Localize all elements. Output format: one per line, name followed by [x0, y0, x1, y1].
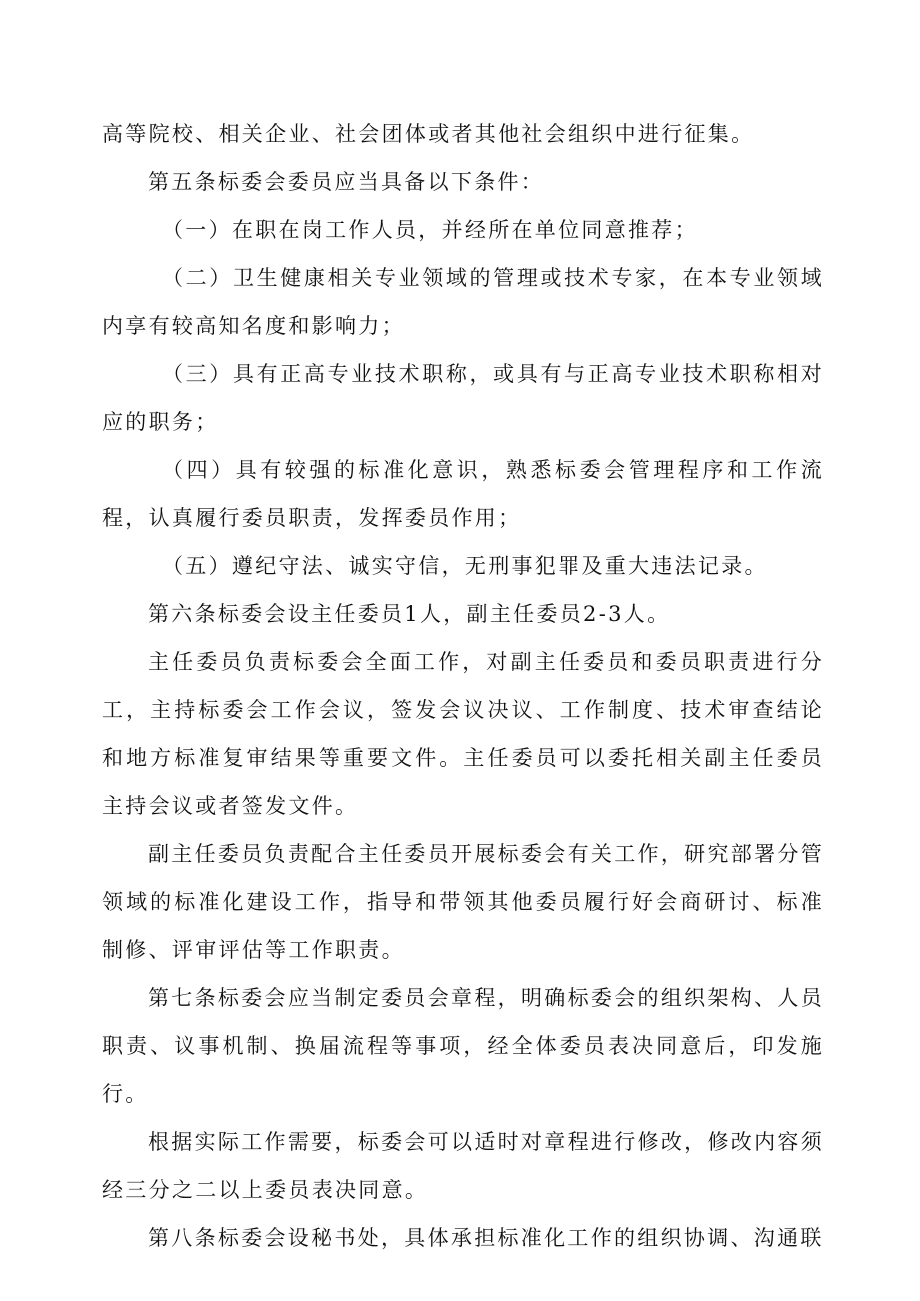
- paragraph-item-5: （五）遵纪守法、诚实守信，无刑事犯罪及重大违法记录。: [162, 554, 768, 578]
- paragraph-chair-duties: 主任委员负责标委会全面工作，对副主任委员和委员职责进行分工，主持标委会工作会议，签发会议决议、工作制度、技术审查结论和地方标准复审结果等重要文件。主任委员可以委托相关副主任委员主持会议或者签发文件。: [102, 650, 824, 818]
- paragraph-item-1: （一）在职在岗工作人员，并经所在单位同意推荐；: [162, 218, 698, 242]
- paragraph-vice-chair-duties: 副主任委员负责配合主任委员开展标委会有关工作，研究部署分管领域的标准化建设工作，指导和带领其他委员履行好会商研讨、标准制修、评审评估等工作职责。: [102, 842, 824, 962]
- paragraph-article-6: 第六条标委会设主任委员1人，副主任委员2-3人。: [148, 602, 671, 626]
- paragraph-item-4: （四）具有较强的标准化意识，熟悉标委会管理程序和工作流程，认真履行委员职责，发挥委员作用；: [102, 458, 824, 530]
- paragraph-article-7: 第七条标委会应当制定委员会章程，明确标委会的组织架构、人员职责、议事机制、换届流程等事项，经全体委员表决同意后，印发施行。: [102, 986, 824, 1106]
- paragraph-charter-amendment: 根据实际工作需要，标委会可以适时对章程进行修改，修改内容须经三分之二以上委员表决同意。: [102, 1130, 824, 1202]
- paragraph-article-8: 第八条标委会设秘书处，具体承担标准化工作的组织协调、沟通联: [148, 1226, 824, 1250]
- paragraph-article-5: 第五条标委会委员应当具备以下条件：: [148, 170, 545, 194]
- paragraph-continuation: 高等院校、相关企业、社会团体或者其他社会组织中进行征集。: [102, 122, 755, 146]
- document-page: [102, 110, 824, 1262]
- paragraph-item-3: （三）具有正高专业技术职称，或具有与正高专业技术职称相对应的职务；: [102, 362, 824, 434]
- paragraph-item-2: （二）卫生健康相关专业领域的管理或技术专家，在本专业领域内享有较高知名度和影响力；: [102, 266, 824, 338]
